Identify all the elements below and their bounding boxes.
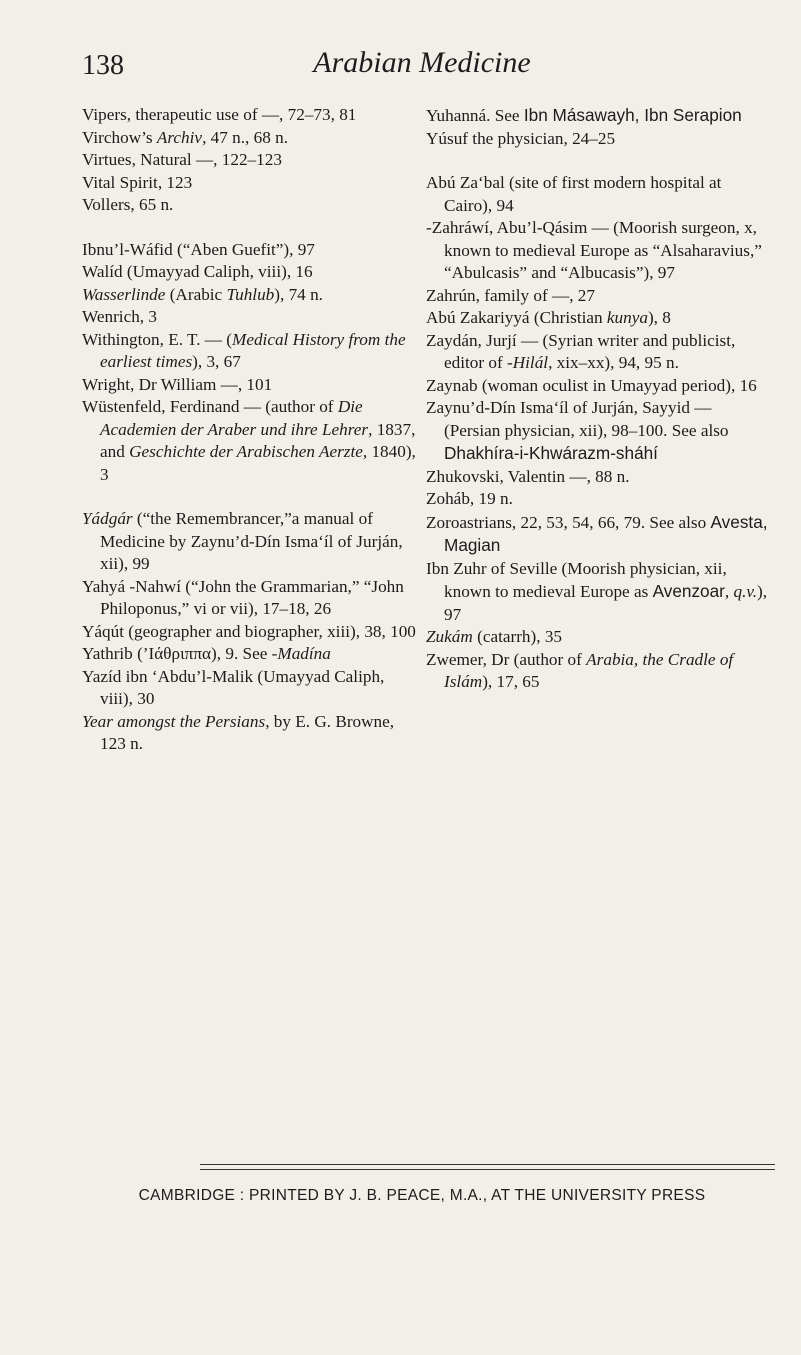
index-entry bbox=[82, 711, 417, 756]
index-entry bbox=[82, 508, 417, 576]
index-entry-text: kunya bbox=[606, 308, 648, 327]
index-entry-text: Zahrún, family of —, 27 bbox=[426, 285, 595, 305]
index-entry bbox=[82, 396, 417, 486]
index-entry-text: Wüstenfeld, Ferdinand — (author of bbox=[82, 397, 338, 416]
running-title: Arabian Medicine bbox=[313, 46, 531, 79]
index-section-gap bbox=[426, 150, 771, 172]
index-entry-text: Vollers, 65 n. bbox=[82, 195, 174, 214]
index-entry-text: , 1837, and bbox=[100, 419, 416, 461]
index-entry-text: Ibn Másawayh, Ibn Serapion bbox=[523, 105, 742, 125]
index-entry-text: , 47 n., 68 n. bbox=[202, 127, 288, 147]
index-entry-text: Zaynab (woman oculist in Umayyad period), 16 bbox=[426, 375, 757, 395]
index-entry-text: , by E. G. Browne, 123 n. bbox=[100, 711, 395, 753]
index-entry-text: , 1840), 3 bbox=[100, 442, 416, 484]
index-entry bbox=[82, 621, 417, 644]
index-entry bbox=[426, 511, 771, 558]
index-entry-text: (catarrh), 35 bbox=[472, 627, 563, 646]
index-entry-text: , xix–xx), 94, 95 n. bbox=[548, 353, 679, 372]
index-entry-text: Zoháb, 19 n. bbox=[426, 489, 513, 508]
index-entry-text: -Zahráwí, Abu’l-Qásim — (Moorish surgeon, x, known to medieval Europe as “Alsaharavius,” “Abulcasis” and “Albucasis”), 97 bbox=[426, 218, 762, 282]
index-entry-text: Dhakhíra-i-Khwárazm-sháhí bbox=[444, 443, 658, 463]
index-entry bbox=[426, 172, 771, 217]
index-entry bbox=[82, 374, 417, 397]
index-entry-text: ), 3, 67 bbox=[192, 352, 241, 371]
index-entry-text: Yathrib (’Ιάθριππα), 9. See bbox=[82, 644, 272, 663]
index-entry-text: Yazíd ibn ‘Abdu’l-Malik (Umayyad Caliph, viii), 30 bbox=[82, 666, 385, 708]
index-entry bbox=[82, 194, 417, 217]
index-entry-text: Virchow’s bbox=[82, 127, 157, 147]
index-entry-text: Year amongst the Persians bbox=[82, 711, 266, 731]
index-entry bbox=[426, 375, 771, 398]
index-entry-text: Vital Spirit, 123 bbox=[82, 172, 193, 192]
index-entry bbox=[426, 217, 771, 285]
index-entry-text: Vipers, therapeutic use of —, 72–73, 81 bbox=[82, 105, 357, 124]
index-entry-text: Yuhanná. See bbox=[426, 106, 524, 125]
index-section-gap bbox=[82, 486, 417, 508]
index-entry-text: Wasserlinde bbox=[82, 284, 166, 304]
index-entry-text: Zaynu’d-Dín Isma‘íl of Jurján, Sayyid — (Persian physician, xii), 98–100. See also bbox=[426, 398, 729, 440]
index-entry-text: Archiv bbox=[156, 127, 203, 147]
index-entry bbox=[82, 666, 417, 711]
index-entry-text: ), 97 bbox=[444, 582, 768, 624]
index-entry bbox=[426, 466, 771, 489]
index-entry-text: Wright, Dr William —, 101 bbox=[82, 374, 273, 394]
page-number: 138 bbox=[82, 50, 124, 81]
index-entry bbox=[82, 576, 417, 621]
index-entry-text: ), 74 n. bbox=[274, 284, 323, 304]
index-entry bbox=[82, 127, 417, 150]
index-entry-text: Zaydán, Jurjí — (Syrian writer and publicist, editor of bbox=[426, 330, 736, 372]
index-entry-text: , bbox=[724, 582, 734, 601]
index-entry-text: Arabia, the Cradle of Islám bbox=[444, 649, 734, 691]
page-header bbox=[82, 46, 762, 86]
index-entry-text: -Hilál bbox=[507, 353, 549, 372]
index-entry-text: Ibnu’l-Wáfid (“Aben Guefit”), 97 bbox=[82, 239, 315, 259]
index-entry-text: Avenzoar bbox=[652, 581, 725, 601]
index-entry bbox=[426, 104, 771, 128]
index-entry-text: Tuhlub bbox=[226, 284, 275, 304]
index-entry-text: Ibn Zuhr of Seville (Moorish physician, xii, known to medieval Europe as bbox=[426, 558, 727, 601]
index-entry bbox=[82, 261, 417, 284]
index-entry-text: Zhukovski, Valentin —, 88 n. bbox=[426, 466, 630, 486]
index-entry-text: Die Academien der Araber und ihre Lehrer bbox=[100, 397, 369, 439]
index-entry-text: ), 8 bbox=[647, 308, 671, 327]
index-column-left bbox=[82, 104, 417, 756]
footer-rule bbox=[200, 1164, 775, 1165]
index-entry bbox=[82, 149, 417, 172]
index-entry-text: Wenrich, 3 bbox=[82, 307, 157, 326]
index-entry bbox=[426, 128, 771, 151]
index-entry-text: (Arabic bbox=[165, 284, 227, 304]
index-entry bbox=[426, 488, 771, 511]
index-entry-text: Abú Za‘bal (site of first modern hospital at Cairo), 94 bbox=[426, 173, 722, 215]
index-entry-text: Medical History from the earliest times bbox=[100, 329, 406, 371]
index-section-gap bbox=[82, 217, 417, 239]
index-entry-text: Zoroastrians, 22, 53, 54, 66, 79. See also bbox=[426, 512, 711, 532]
index-entry bbox=[426, 626, 771, 649]
index-entry-text: Yúsuf the physician, 24–25 bbox=[426, 128, 616, 148]
index-entry-text: Yádgár bbox=[82, 509, 133, 528]
index-entry-text: Abú Zakariyyá (Christian bbox=[426, 308, 607, 327]
index-entry-text: Zwemer, Dr (author of bbox=[426, 649, 587, 669]
index-entry bbox=[82, 172, 417, 195]
index-entry bbox=[426, 330, 771, 375]
index-entry-text: Walíd (Umayyad Caliph, viii), 16 bbox=[82, 262, 313, 281]
index-entry-text: Avesta, Magian bbox=[444, 511, 768, 555]
index-entry bbox=[82, 643, 417, 666]
index-entry-text: q.v. bbox=[733, 582, 758, 601]
index-entry bbox=[82, 329, 417, 374]
index-entry-text: Withington, E. T. — ( bbox=[82, 329, 233, 349]
index-entry bbox=[426, 558, 771, 627]
index-entry bbox=[426, 307, 771, 330]
index-entry bbox=[426, 397, 771, 466]
index-entry bbox=[82, 104, 417, 127]
index-entry-text: Geschichte der Arabischen Aerzte bbox=[129, 442, 363, 461]
index-entry-text: ), 17, 65 bbox=[482, 672, 540, 691]
index-entry-text: Zukám bbox=[426, 627, 473, 646]
index-entry-text: Virtues, Natural —, 122–123 bbox=[82, 150, 282, 169]
index-column-right bbox=[426, 104, 771, 694]
index-entry bbox=[426, 649, 771, 694]
index-entry bbox=[82, 306, 417, 329]
index-entry-text: Yahyá -Nahwí (“John the Grammarian,” “John Philoponus,” vi or vii), 17–18, 26 bbox=[82, 576, 404, 618]
index-entry-text: Yáqút (geographer and biographer, xiii), 38, 100 bbox=[82, 621, 416, 641]
index-entry-text: (“the Remembrancer,”a manual of Medicine by Zaynu’d-Dín Isma‘íl of Jurján, xii), 99 bbox=[100, 509, 403, 573]
printer-imprint: CAMBRIDGE : PRINTED BY J. B. PEACE, M.A., AT THE UNIVERSITY PRESS bbox=[138, 1187, 706, 1204]
index-entry bbox=[426, 285, 771, 308]
footer-rule bbox=[200, 1169, 775, 1170]
index-entry bbox=[82, 239, 417, 262]
index-entry-text: -Madína bbox=[271, 644, 331, 663]
index-entry bbox=[82, 284, 417, 307]
